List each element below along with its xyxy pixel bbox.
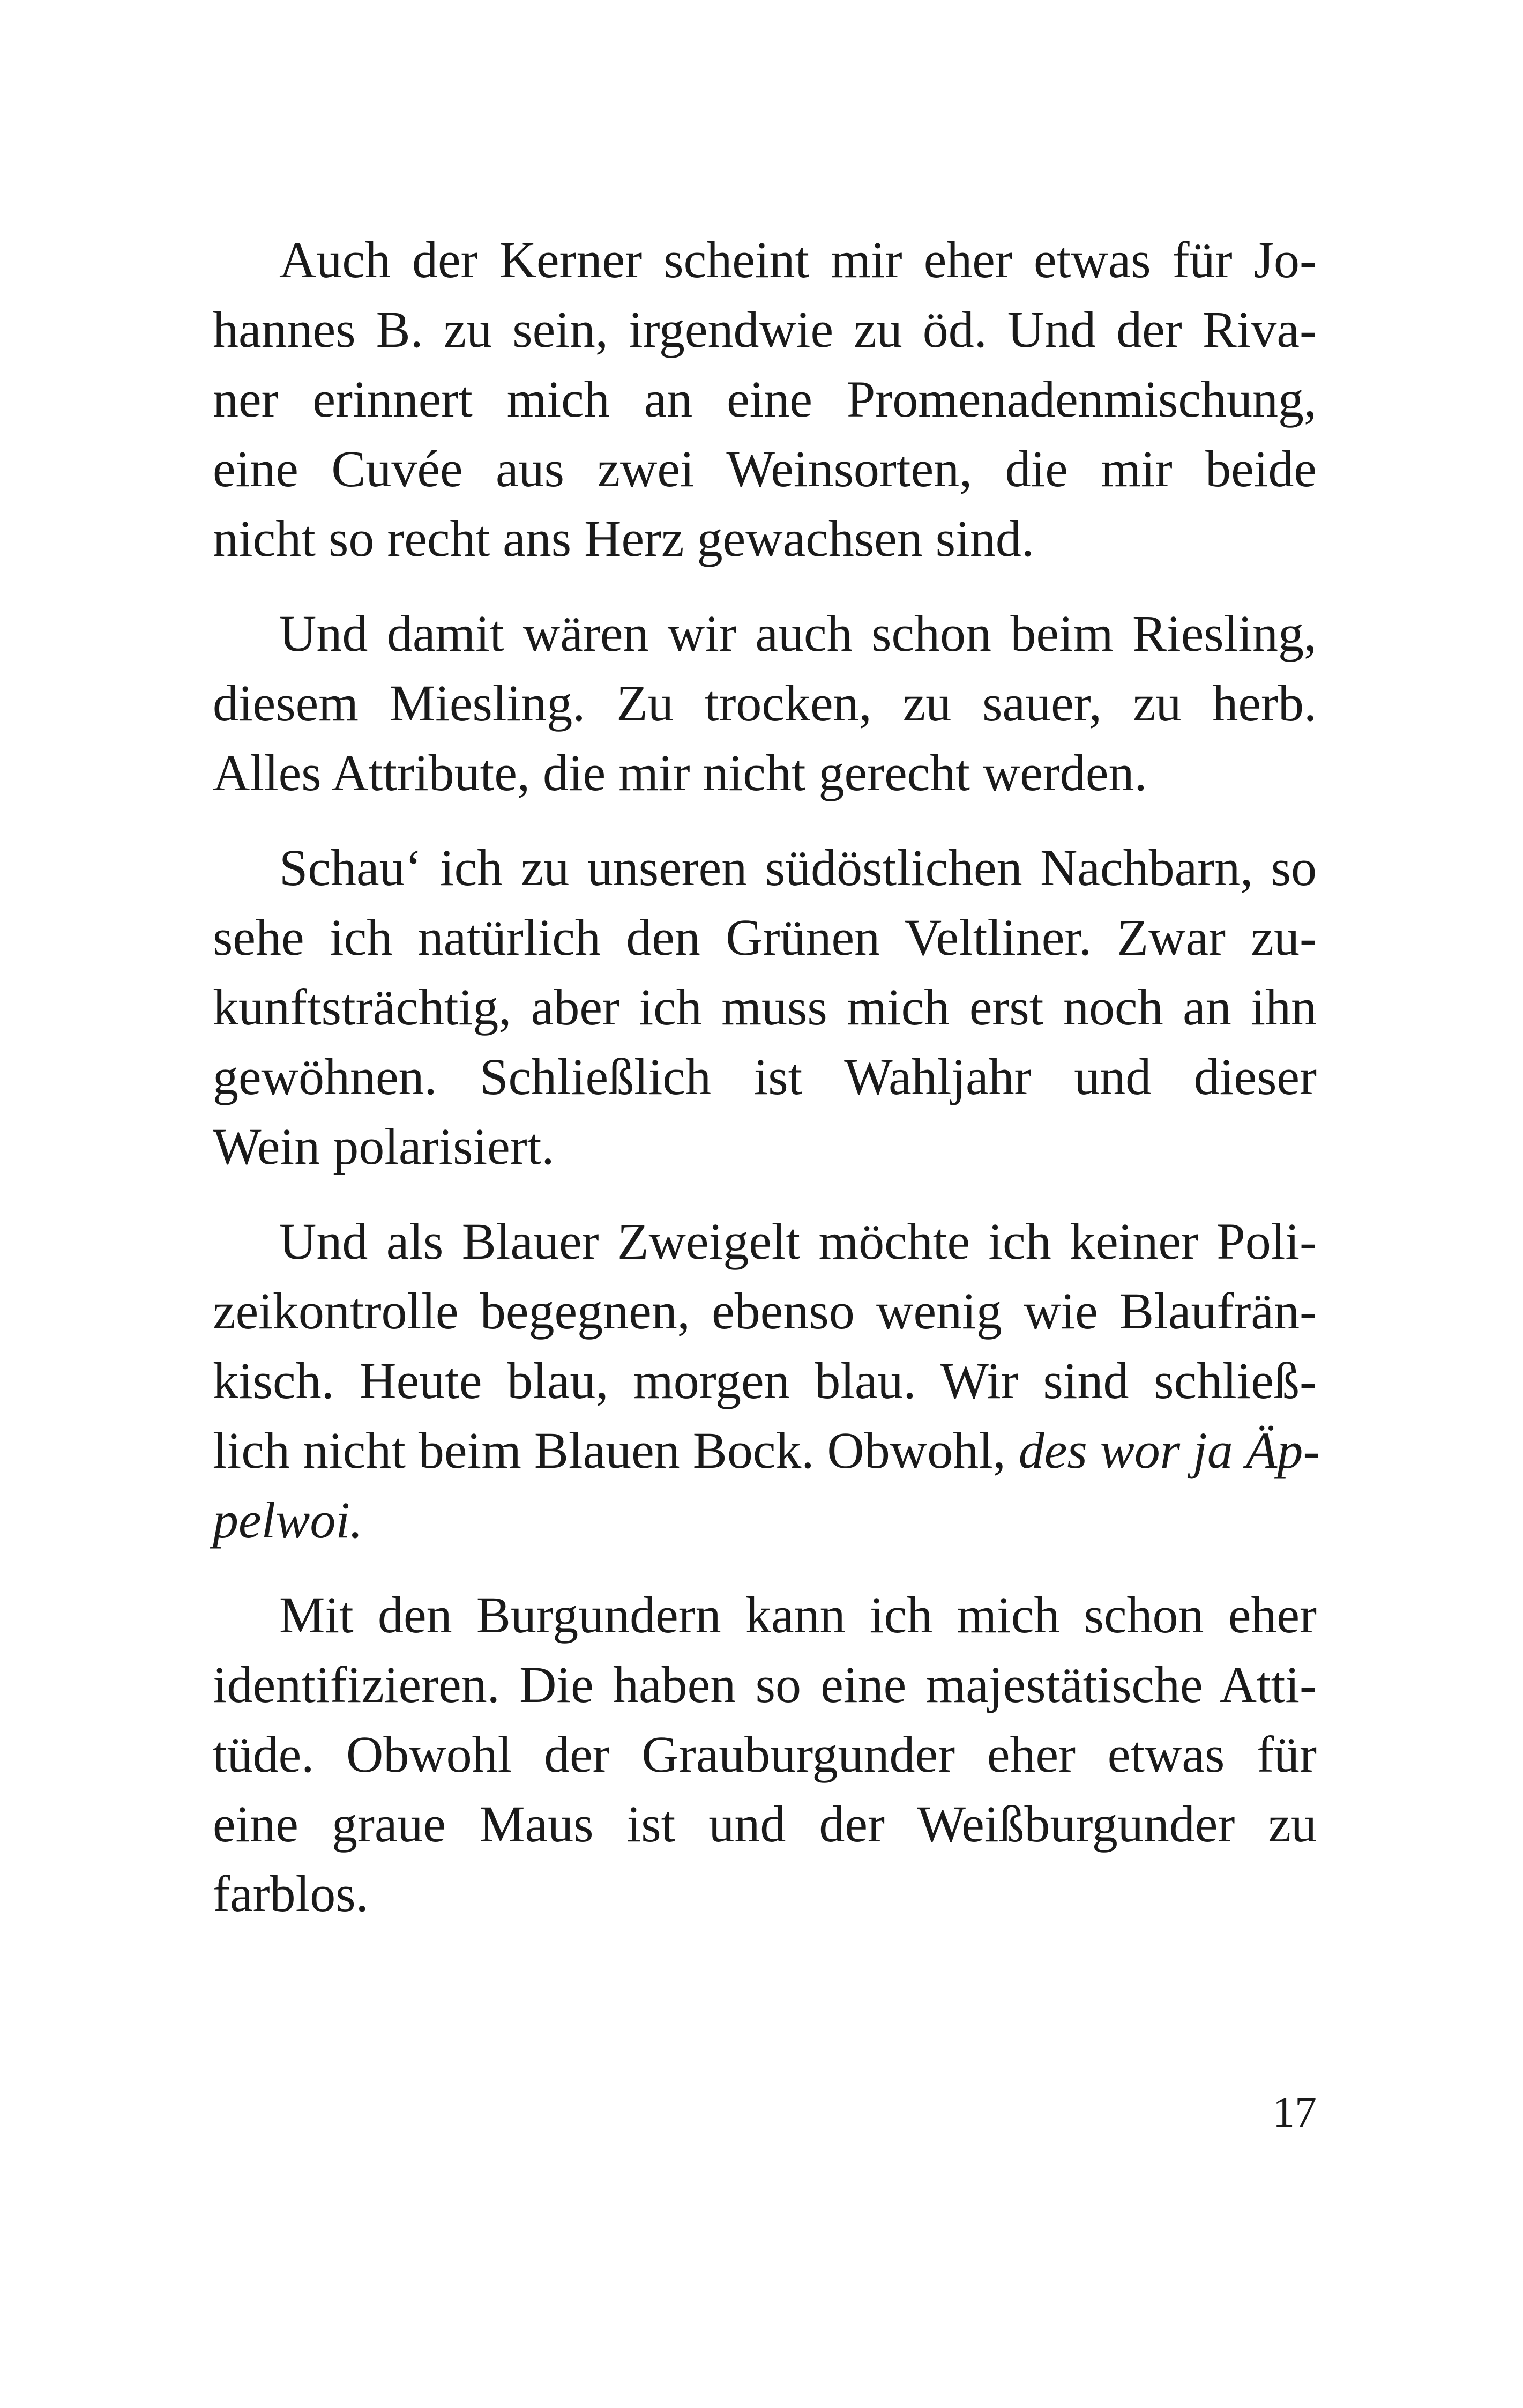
text-line: Und als Blauer Zweigelt möchte ich keiner Poli- (279, 1213, 1317, 1270)
italic-text-run: des wor ja Äp- (1018, 1422, 1320, 1479)
text-line: nicht so recht ans Herz gewachsen sind. (213, 510, 1034, 567)
paragraph-1 (213, 225, 1317, 574)
text-line: kisch. Heute blau, morgen blau. Wir sind schließ- (213, 1352, 1317, 1409)
text-line: Wein polarisiert. (213, 1118, 555, 1175)
text-line: Auch der Kerner scheint mir eher etwas für Jo- (279, 231, 1317, 288)
text-line: eine graue Maus ist und der Weißburgunder zu (213, 1795, 1317, 1853)
text-line: identifizieren. Die haben so eine majestätische Atti- (213, 1656, 1317, 1713)
italic-text-line: pelwoi. (213, 1491, 363, 1549)
text-line: ner erinnert mich an eine Promenadenmischung, (213, 370, 1317, 428)
paragraph-3 (213, 833, 1317, 1181)
text-line: kunftsträchtig, aber ich muss mich erst noch an ihn (213, 978, 1317, 1036)
text-run: lich nicht beim Blauen Bock. Obwohl, (213, 1422, 1019, 1479)
text-line: diesem Miesling. Zu trocken, zu sauer, zu herb. (213, 674, 1317, 732)
text-line: Mit den Burgundern kann ich mich schon eher (279, 1586, 1317, 1644)
paragraph-4 (213, 1207, 1320, 1555)
text-line: tüde. Obwohl der Grauburgunder eher etwas für (213, 1726, 1317, 1783)
text-line: Schau‘ ich zu unseren südöstlichen Nachbarn, so (279, 839, 1317, 896)
text-line: sehe ich natürlich den Grünen Veltliner. Zwar zu- (213, 909, 1317, 966)
text-line: eine Cuvée aus zwei Weinsorten, die mir beide (213, 440, 1317, 497)
page-number: 17 (1273, 2087, 1317, 2136)
text-line: hannes B. zu sein, irgendwie zu öd. Und der Riva- (213, 301, 1317, 358)
text-line (213, 1416, 1320, 1485)
paragraph-5 (213, 1580, 1317, 1929)
text-line: Alles Attribute, die mir nicht gerecht werden. (213, 744, 1147, 801)
text-line: Und damit wären wir auch schon beim Riesling, (279, 605, 1317, 662)
text-line: gewöhnen. Schließlich ist Wahljahr und dieser (213, 1048, 1317, 1105)
paragraph-2 (213, 599, 1317, 808)
body-text (213, 225, 1320, 1929)
text-line: farblos. (213, 1865, 369, 1922)
text-line: zeikontrolle begegnen, ebenso wenig wie Blaufrän- (213, 1282, 1317, 1340)
